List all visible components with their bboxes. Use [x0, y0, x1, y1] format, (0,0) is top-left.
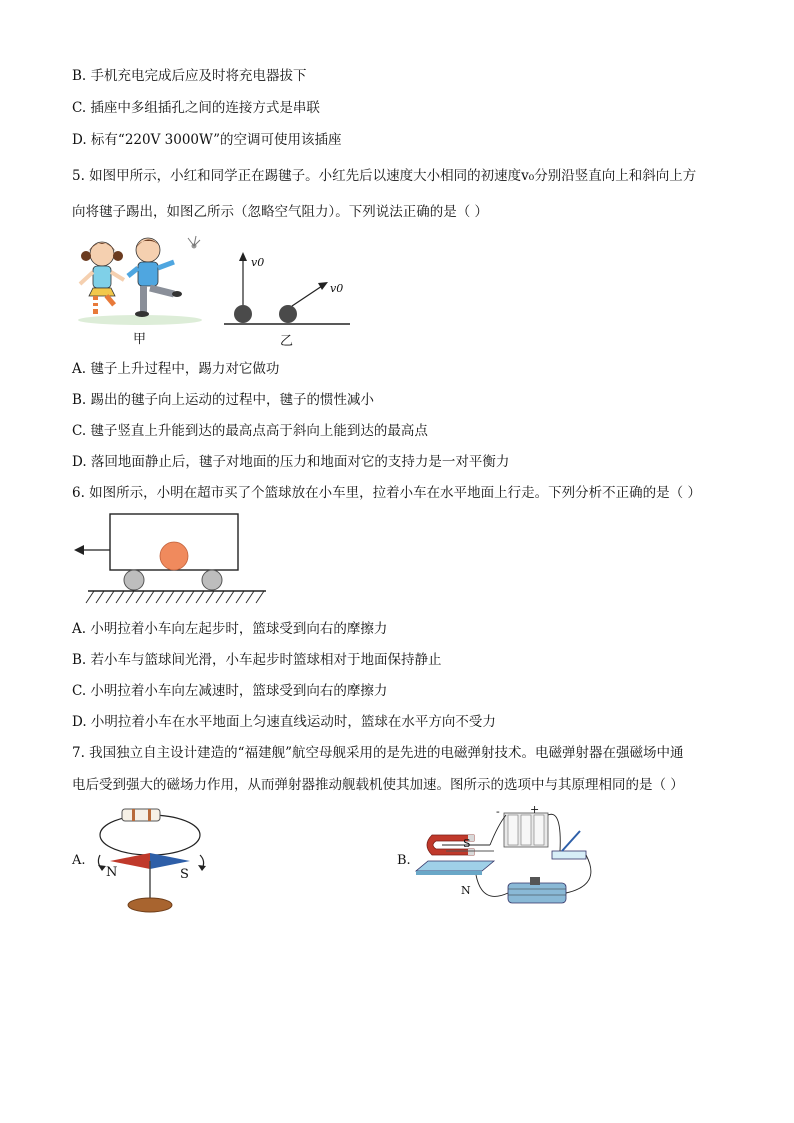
figure-jia-children [70, 232, 210, 328]
figure-option-a-compass [92, 805, 222, 917]
label-v0-vertical: v0 [251, 256, 265, 269]
knife-switch-icon [562, 831, 580, 851]
label-jia: 甲 [133, 332, 147, 347]
arrow-vertical-icon [239, 252, 247, 261]
magnet-s-label: S [463, 837, 471, 850]
compass-base [128, 898, 172, 912]
battery-minus-label: - [496, 805, 500, 818]
battery-plus-label: + [530, 803, 540, 816]
wheel-left [124, 570, 144, 590]
ground-hatching [86, 591, 264, 603]
basketball [160, 542, 188, 570]
q5-option-a: A. 毽子上升过程中，踢力对它做功 [72, 361, 280, 377]
q5-option-c: C. 毽子竖直上升能到达的最高点高于斜向上能到达的最高点 [72, 423, 428, 439]
q7-stem-line1: 7. 我国独立自主设计建造的“福建舰”航空母舰采用的是先进的电磁弹射技术。电磁弹射器在强磁场中通 [72, 745, 684, 761]
option-b-label: B. [397, 853, 411, 868]
ball-vertical [234, 305, 252, 323]
q6-option-c: C. 小明拉着小车向左减速时，篮球受到向右的摩擦力 [72, 683, 388, 699]
boy-illustration [128, 238, 182, 317]
q6-stem: 6. 如图所示，小明在超市买了个篮球放在小车里，拉着小车在水平地面上行走。下列分析不正确的是（ ） [72, 485, 701, 501]
battery-icon [122, 809, 160, 821]
figure-option-b-circuit [412, 805, 612, 917]
q4-option-d: D. 标有“220V 3000W”的空调可使用该插座 [72, 132, 342, 148]
arrow-oblique-icon [318, 282, 328, 290]
wheel-right [202, 570, 222, 590]
pull-arrow-icon [74, 545, 84, 555]
compass-s-label: S [180, 867, 189, 882]
figure-cart-basketball [70, 510, 270, 608]
ball-oblique [279, 305, 297, 323]
q5-option-b: B. 踢出的毽子向上运动的过程中，毽子的惯性减小 [72, 392, 375, 408]
compass-n-label: N [106, 865, 118, 880]
girl-illustration [80, 242, 124, 314]
label-yi: 乙 [280, 334, 294, 349]
shuttlecock-icon [188, 236, 200, 249]
q6-option-a: A. 小明拉着小车向左起步时，篮球受到向右的摩擦力 [72, 621, 388, 637]
switch-base [552, 851, 586, 859]
q6-option-d: D. 小明拉着小车在水平地面上匀速直线运动时，篮球在水平方向不受力 [72, 714, 496, 730]
magnet-n-label: N [461, 884, 471, 897]
rheostat-icon [508, 883, 566, 903]
base-plate [416, 861, 494, 871]
label-v0-oblique: v0 [330, 282, 344, 295]
q5-stem-line2: 向将毽子踢出，如图乙所示（忽略空气阻力）。下列说法正确的是（ ） [72, 204, 489, 220]
option-a-label: A. [72, 853, 86, 868]
q5-stem-line1: 5. 如图甲所示，小红和同学正在踢毽子。小红先后以速度大小相同的初速度v₀分别沿竖直向上和斜向上方 [72, 168, 697, 184]
q4-option-c: C. 插座中多组插孔之间的连接方式是串联 [72, 100, 320, 116]
q5-option-d: D. 落回地面静止后，毽子对地面的压力和地面对它的支持力是一对平衡力 [72, 454, 510, 470]
q4-option-b: B. 手机充电完成后应及时将充电器拔下 [72, 68, 307, 84]
q6-option-b: B. 若小车与篮球间光滑，小车起步时篮球相对于地面保持静止 [72, 652, 442, 668]
q7-stem-line2: 电后受到强大的磁场力作用，从而弹射器推动舰载机使其加速。图所示的选项中与其原理相同的是（ ） [72, 777, 684, 793]
